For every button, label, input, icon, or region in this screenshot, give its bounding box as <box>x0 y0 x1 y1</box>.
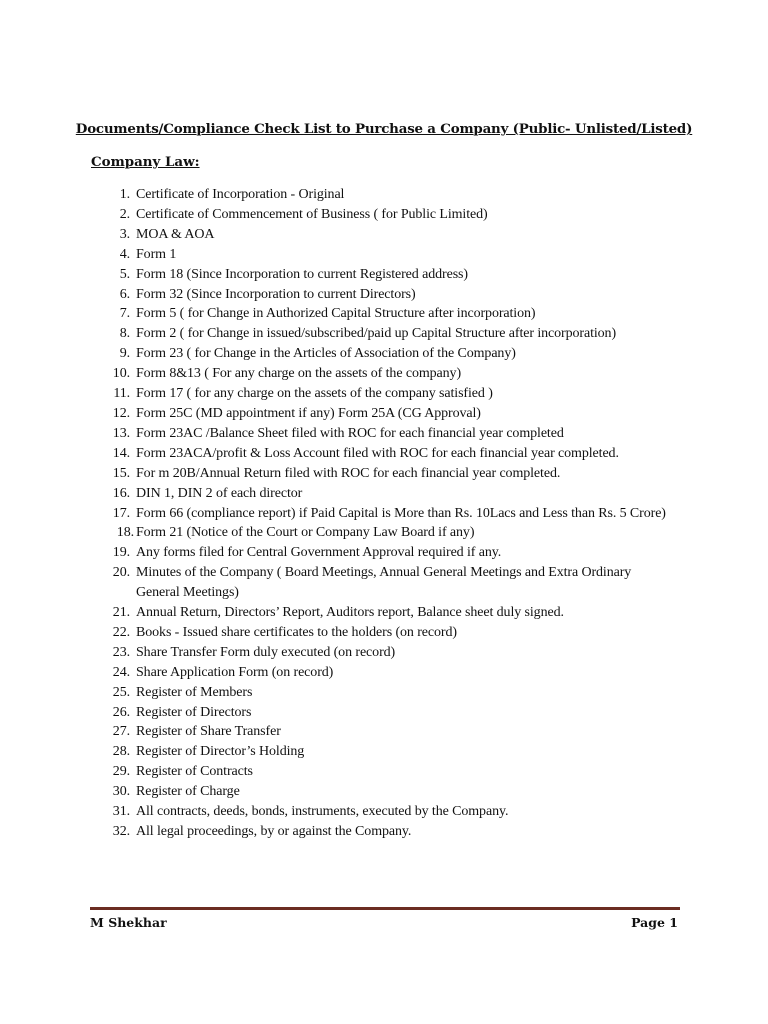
item-text: Register of Directors <box>136 704 252 720</box>
item-number: 27. <box>112 724 130 740</box>
checklist-item <box>0 324 676 344</box>
item-text: Form 66 (compliance report) if Paid Capital is More than Rs. 10Lacs and Less than Rs. 5 Crore) <box>136 505 666 521</box>
checklist-item <box>0 225 676 245</box>
item-text: Form 2 ( for Change in issued/subscribed/paid up Capital Structure after incorporation) <box>136 326 617 342</box>
item-text: Form 5 ( for Change in Authorized Capital Structure after incorporation) <box>136 306 536 322</box>
item-text: Register of Director’s Holding <box>136 744 305 760</box>
checklist-item <box>0 205 676 225</box>
item-text: Form 1 <box>136 246 177 262</box>
item-number: 2. <box>119 206 130 222</box>
item-number: 26. <box>112 704 130 720</box>
checklist-item <box>0 464 676 484</box>
item-number: 23. <box>112 644 130 660</box>
checklist-item <box>0 424 676 444</box>
item-number: 14. <box>112 445 130 461</box>
item-text: Form 21 (Notice of the Court or Company Law Board if any) <box>136 525 475 541</box>
checklist-item <box>0 265 676 285</box>
document-title: Documents/Compliance Check List to Purchase a Company (Public- Unlisted/Listed) <box>75 121 693 137</box>
checklist-item <box>0 364 676 384</box>
checklist-item <box>0 762 676 782</box>
item-number: 10. <box>112 366 130 382</box>
checklist <box>0 185 768 842</box>
item-number: 31. <box>112 804 130 820</box>
checklist-item <box>0 822 676 842</box>
checklist-item <box>0 703 676 723</box>
checklist-item <box>0 484 676 504</box>
item-text: Register of Charge <box>136 784 240 800</box>
item-text: Any forms filed for Central Government Approval required if any. <box>136 545 502 561</box>
item-text: MOA & AOA <box>136 226 215 242</box>
item-text: Books - Issued share certificates to the holders (on record) <box>136 624 457 640</box>
item-text: Form 17 ( for any charge on the assets of the company satisfied ) <box>136 386 493 402</box>
item-number: 20. <box>112 565 130 581</box>
item-number: 1. <box>119 187 130 202</box>
checklist-item <box>0 444 676 464</box>
item-number: 25. <box>112 684 130 700</box>
item-number: 16. <box>112 485 130 501</box>
item-text: Register of Members <box>136 684 253 700</box>
item-text: Register of Contracts <box>136 764 253 780</box>
item-text: All legal proceedings, by or against the Company. <box>136 824 412 839</box>
checklist-item <box>0 384 676 404</box>
item-number: 30. <box>112 784 130 800</box>
item-number: 17. <box>112 505 130 521</box>
item-number: 9. <box>119 346 130 362</box>
item-text: Form 8&13 ( For any charge on the assets of the company) <box>136 366 462 382</box>
checklist-item <box>0 523 676 543</box>
item-text: Form 23AC /Balance Sheet filed with ROC for each financial year completed <box>136 425 564 441</box>
item-text: Minutes of the Company ( Board Meetings, Annual General Meetings and Extra Ordinary General Meetings) <box>136 565 632 601</box>
item-text: Certificate of Commencement of Business ( for Public Limited) <box>136 206 488 222</box>
checklist-item <box>0 722 676 742</box>
item-text: Share Application Form (on record) <box>136 664 334 680</box>
item-number: 3. <box>119 226 130 242</box>
checklist-item <box>0 643 676 663</box>
item-number: 24. <box>112 664 130 680</box>
item-number: 12. <box>112 405 130 421</box>
item-number: 21. <box>112 605 130 621</box>
checklist-item <box>0 563 676 603</box>
item-number: 8. <box>119 326 130 342</box>
item-number: 7. <box>119 306 130 322</box>
checklist-item <box>0 504 676 524</box>
checklist-item <box>0 603 676 623</box>
item-text: Form 18 (Since Incorporation to current Registered address) <box>136 266 468 282</box>
item-number: 4. <box>119 246 130 262</box>
item-text: Register of Share Transfer <box>136 724 281 740</box>
item-text: Form 23ACA/profit & Loss Account filed with ROC for each financial year completed. <box>136 445 619 461</box>
item-number: 19. <box>112 545 130 561</box>
item-number: 11. <box>113 386 130 402</box>
item-text: Form 25C (MD appointment if any) Form 25A (CG Approval) <box>136 405 481 421</box>
item-number: 29. <box>112 764 130 780</box>
checklist-item <box>0 404 676 424</box>
footer-author: M Shekhar <box>90 915 167 930</box>
page-number: Page 1 <box>631 915 678 930</box>
checklist-item <box>0 245 676 265</box>
item-number: 22. <box>112 624 130 640</box>
checklist-item <box>0 344 676 364</box>
checklist-item <box>0 683 676 703</box>
checklist-item <box>0 802 676 822</box>
checklist-item <box>0 782 676 802</box>
checklist-item <box>0 185 676 205</box>
item-number: 13. <box>112 425 130 441</box>
checklist-item <box>0 623 676 643</box>
item-text: DIN 1, DIN 2 of each director <box>136 485 303 501</box>
item-text: For m 20B/Annual Return filed with ROC for each financial year completed. <box>136 465 561 481</box>
item-text: Annual Return, Directors’ Report, Auditors report, Balance sheet duly signed. <box>136 605 564 621</box>
footer-divider <box>90 907 680 910</box>
item-number: 28. <box>112 744 130 760</box>
item-number: 32. <box>112 824 130 839</box>
item-text: Form 23 ( for Change in the Articles of Association of the Company) <box>136 346 516 362</box>
item-text: Certificate of Incorporation - Original <box>136 187 345 202</box>
item-text: Share Transfer Form duly executed (on record) <box>136 644 396 660</box>
checklist-item <box>0 543 676 563</box>
checklist-item <box>0 285 676 305</box>
item-text: All contracts, deeds, bonds, instruments, executed by the Company. <box>136 804 509 820</box>
item-number: 5. <box>119 266 130 282</box>
section-heading: Company Law: <box>91 154 200 170</box>
item-number: 18. <box>116 525 134 541</box>
item-text: Form 32 (Since Incorporation to current Directors) <box>136 286 416 302</box>
checklist-item <box>0 663 676 683</box>
item-number: 15. <box>112 465 130 481</box>
item-number: 6. <box>119 286 130 302</box>
checklist-item <box>0 742 676 762</box>
checklist-item <box>0 304 676 324</box>
